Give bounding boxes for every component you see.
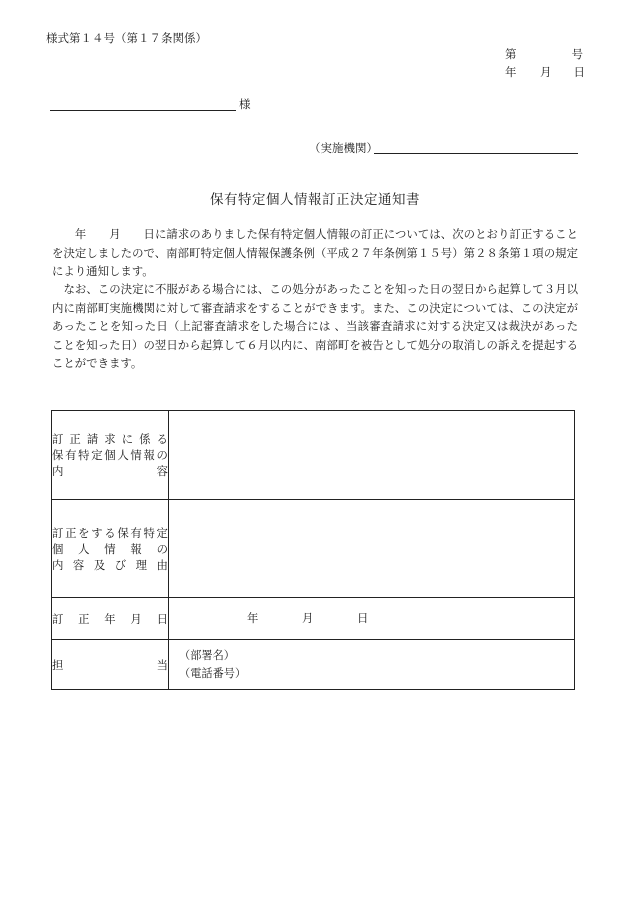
label-char: 人 xyxy=(78,541,90,556)
correction-content-label xyxy=(52,500,169,598)
label-char: 日 xyxy=(156,611,168,626)
label-char: 保 xyxy=(117,525,129,540)
label-char: 定 xyxy=(91,448,103,462)
correction-content-value xyxy=(169,500,575,598)
label-char: 有 xyxy=(130,525,142,540)
label-char: 請 xyxy=(86,432,99,446)
number-suffix: 号 xyxy=(571,47,583,61)
label-char: 定 xyxy=(156,525,168,540)
issuer-label: （実施機関） xyxy=(309,141,378,155)
number-prefix: 第 xyxy=(505,47,517,61)
label-char: 情 xyxy=(104,541,116,556)
label-char: の xyxy=(156,448,168,462)
label-char: 容 xyxy=(72,557,85,572)
label-char: る xyxy=(156,432,168,446)
department-field: （部署名） xyxy=(179,648,235,662)
table-row xyxy=(52,500,575,598)
phone-field: （電話番号） xyxy=(179,666,247,680)
issue-date xyxy=(505,64,585,80)
appeal-paragraph: なお、この決定に不服がある場合には、この処分があったことを知った日の翌日から起算して３月以内に南部町実施機関に対して審査請求をすることができます。また、この決定については、この決定があったことを知った日（上記審査請求をした場合には 、当該審査請求に対する決定又は裁決があったことを知った日）の翌日から起算して６月以内に、南部町を被告として処分の取消しの訴えを提起することができます。 xyxy=(52,282,578,370)
correction-year: 年 xyxy=(247,611,259,625)
correction-day: 日 xyxy=(357,611,369,625)
label-char: 報 xyxy=(143,448,155,462)
issue-date-day: 日 xyxy=(573,65,585,79)
label-char: 特 xyxy=(78,448,90,462)
person-in-charge-label xyxy=(52,640,169,690)
label-char: 求 xyxy=(104,432,116,446)
label-char: 情 xyxy=(130,448,142,462)
label-char: 月 xyxy=(130,611,142,626)
addressee-honorific: 様 xyxy=(239,97,251,111)
label-char: 容 xyxy=(156,464,168,478)
label-char: 個 xyxy=(52,541,64,556)
label-char: 正 xyxy=(78,611,90,626)
label-char: 有 xyxy=(65,448,77,462)
label-char: 係 xyxy=(139,432,151,446)
label-char: 及 xyxy=(93,557,106,572)
label-char: 訂 xyxy=(52,611,64,626)
label-char: 報 xyxy=(130,541,142,556)
label-char: び xyxy=(114,557,127,572)
label-char: 理 xyxy=(135,557,148,572)
table-row xyxy=(52,640,575,690)
label-char: 内 xyxy=(52,464,64,478)
addressee-blank xyxy=(50,110,236,111)
label-char: を xyxy=(78,525,90,540)
document-title: 保有特定個人情報訂正決定通知書 xyxy=(210,192,420,208)
label-char: 年 xyxy=(104,611,116,626)
request-content-value xyxy=(169,411,575,500)
label-char: に xyxy=(121,432,134,446)
contact-value xyxy=(169,640,575,690)
label-char: 内 xyxy=(52,557,64,572)
correction-table xyxy=(51,410,575,690)
correction-month: 月 xyxy=(302,611,314,625)
label-char: 特 xyxy=(143,525,155,540)
issuer-blank xyxy=(374,153,578,154)
label-char: 保 xyxy=(52,448,64,462)
table-row xyxy=(52,411,575,500)
label-char: 由 xyxy=(156,557,168,572)
label-char: 正 xyxy=(65,525,77,540)
label-char: す xyxy=(91,525,103,540)
label-char: 正 xyxy=(69,432,81,446)
label-char: 訂 xyxy=(52,525,64,540)
table-row xyxy=(52,598,575,640)
notice-paragraph: 年 月 日に請求のありました保有特定個人情報の訂正については、次のとおり訂正することを決定しましたので、南部町特定個人情報保護条例（平成２７年条例第１５号）第２８条第１項の規定 により通知します。 xyxy=(52,227,578,278)
label-char: 人 xyxy=(117,448,129,462)
correction-date-value xyxy=(169,598,575,640)
label-char: の xyxy=(156,541,168,556)
label-char: 担 xyxy=(52,657,64,672)
form-number: 様式第１４号（第１７条関係） xyxy=(46,31,207,45)
issue-date-month: 月 xyxy=(540,65,552,79)
label-char: 訂 xyxy=(52,432,64,446)
label-char: る xyxy=(104,525,116,540)
issue-date-year: 年 xyxy=(505,65,517,79)
correction-date-label xyxy=(52,598,169,640)
request-content-label xyxy=(52,411,169,500)
label-char: 個 xyxy=(104,448,116,462)
label-char: 当 xyxy=(156,657,168,672)
